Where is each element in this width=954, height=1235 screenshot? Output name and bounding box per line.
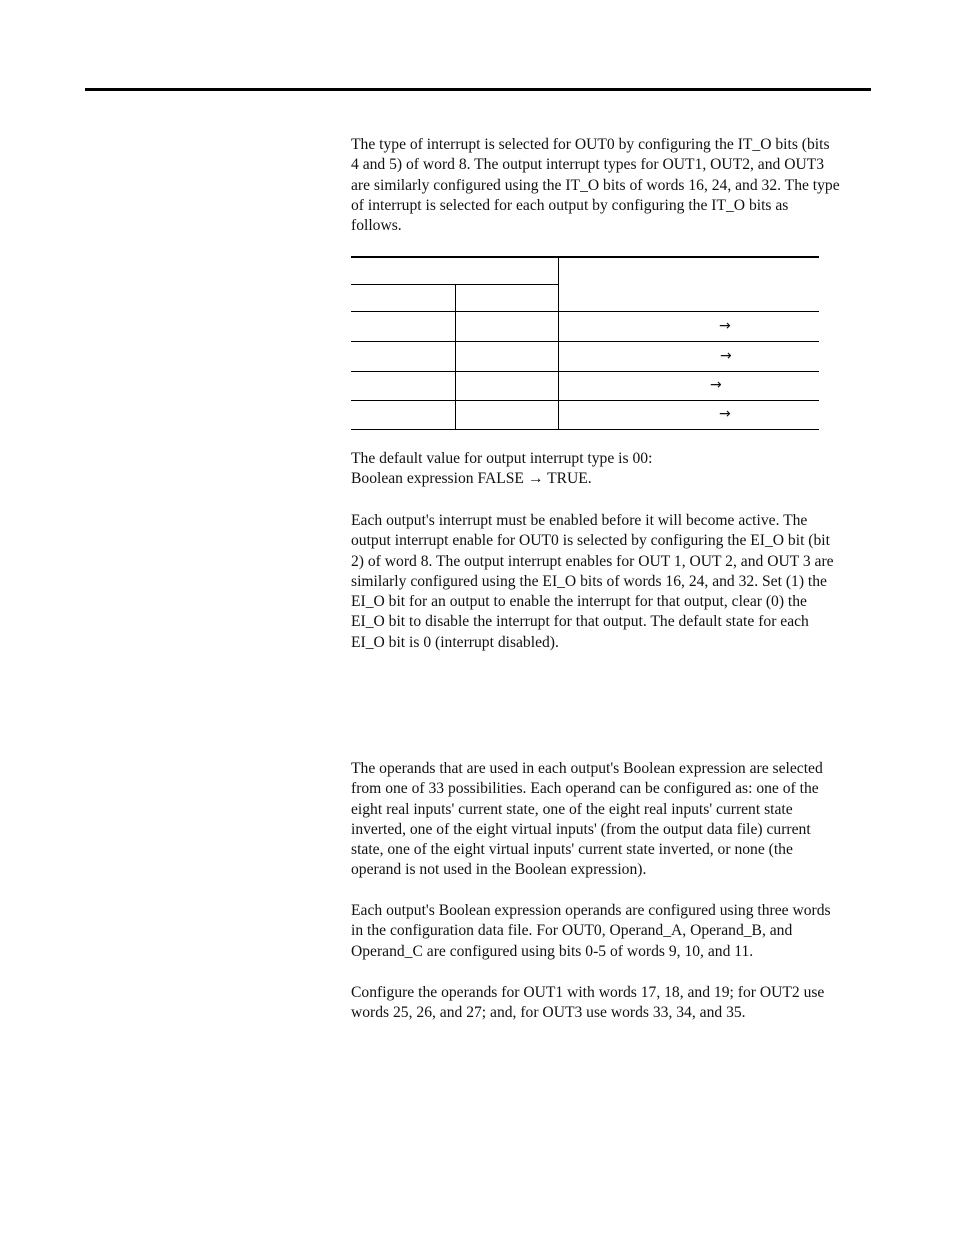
- table-row-arrow: →: [720, 348, 732, 364]
- table-column-rule: [558, 256, 559, 430]
- table-row-arrow: →: [719, 318, 731, 334]
- table-row-rule: [351, 341, 819, 342]
- operands-words-paragraph: Each output's Boolean expression operands are configured using three words in the configuration data file. For OUT0, Operand_A, Operand_B, and Operand_C are configured using bits 0-5 of words 9, 10, and 11.: [351, 902, 831, 960]
- table-header-bottom-rule: [351, 311, 819, 312]
- header-rule: [85, 88, 871, 91]
- table-row-arrow: →: [719, 406, 731, 422]
- default-value-paragraph: The default value for output interrupt type is 00: Boolean expression FALSE → TRUE.: [351, 450, 653, 488]
- table-column-rule: [455, 284, 456, 430]
- table-row-rule: [351, 400, 819, 401]
- operands-intro-paragraph: The operands that are used in each output's Boolean expression are selected from one of 33 possibilities. Each operand can be configured as: one of the eight real inputs' current state, one of the eight real inputs' current state inverted, one of the eight virtual inputs' (from the output data file) current state, one of the eight virtual inputs' current state inverted, or none (the operand is not used in the Boolean expression).: [351, 760, 823, 879]
- table-top-rule: [351, 256, 819, 258]
- interrupt-enable-paragraph: Each output's interrupt must be enabled before it will become active. The output interrupt enable for OUT0 is selected by configuring the EI_O bit (bit 2) of word 8. The output interrupt enables for OUT 1, OUT 2, and OUT 3 are similarly configured using the EI_O bits of words 16, 24, and 32. Set (1) the EI_O bit for an output to enable the interrupt for that output, clear (0) the EI_O bit to disable the interrupt for that output. The default state for each EI_O bit is 0 (interrupt disabled).: [351, 512, 834, 651]
- table-bottom-rule: [351, 429, 819, 430]
- table-row-arrow: →: [710, 377, 722, 393]
- interrupt-type-table: [351, 256, 819, 430]
- table-row-rule: [351, 371, 819, 372]
- interrupt-type-paragraph: The type of interrupt is selected for OUT0 by configuring the IT_O bits (bits 4 and 5) of word 8. The output interrupt types for OUT1, OUT2, and OUT3 are similarly configured using the IT_O bits of words 16, 24, and 32. The type of interrupt is selected for each output by configuring the IT_O bits as follows.: [351, 136, 840, 235]
- operands-other-outputs-paragraph: Configure the operands for OUT1 with words 17, 18, and 19; for OUT2 use words 25, 26, and 27; and, for OUT3 use words 33, 34, and 35.: [351, 984, 825, 1022]
